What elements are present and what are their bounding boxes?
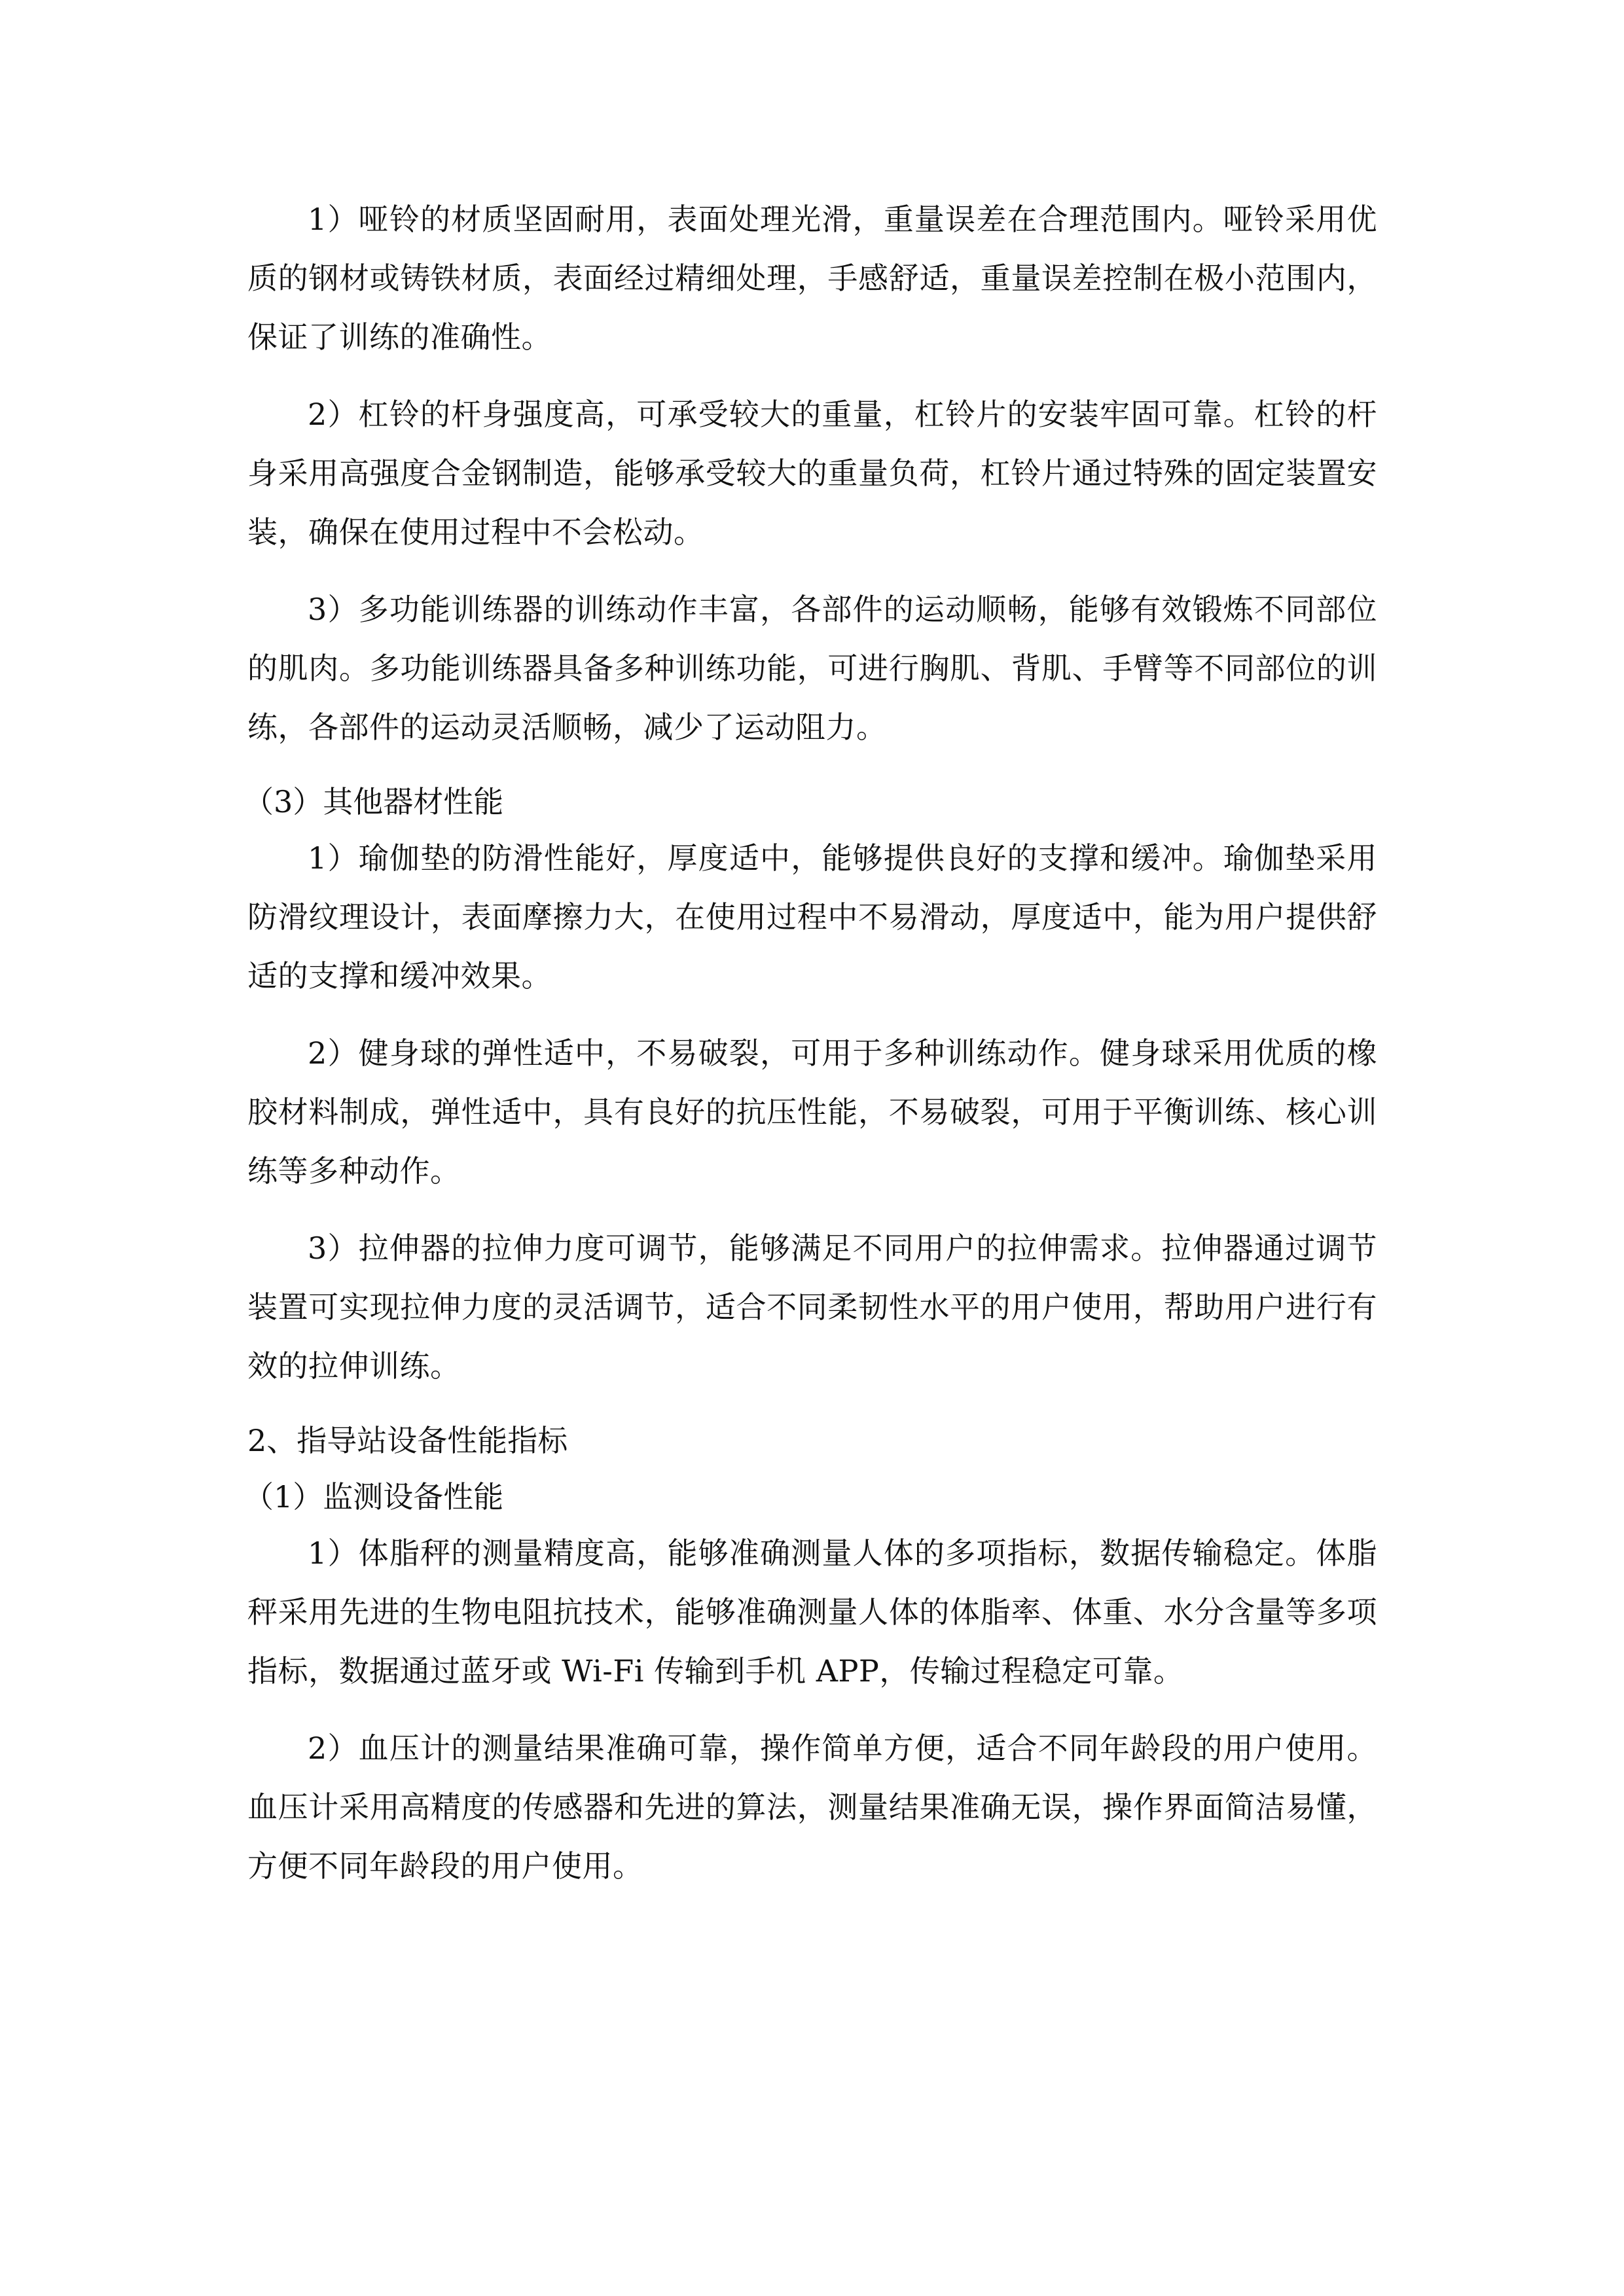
heading-section-2: 2、指导站设备性能指标 (247, 1423, 568, 1458)
paragraph-barbell: 2）杠铃的杆身强度高，可承受较大的重量，杠铃片的安装牢固可靠。杠铃的杆身采用高强度合金钢制造，能够承受较大的重量负荷，杠铃片通过特殊的固定装置安装，确保在使用过程中不会松动。 (247, 397, 1377, 550)
paragraph-blood-pressure: 2）血压计的测量结果准确可靠，操作简单方便，适合不同年龄段的用户使用。血压计采用高精度的传感器和先进的算法，测量结果准确无误，操作界面简洁易懂，方便不同年龄段的用户使用。 (247, 1731, 1377, 1884)
paragraph-yoga-mat: 1）瑜伽垫的防滑性能好，厚度适中，能够提供良好的支撑和缓冲。瑜伽垫采用防滑纹理设计，表面摩擦力大，在使用过程中不易滑动，厚度适中，能为用户提供舒适的支撑和缓冲效果。 (247, 840, 1377, 994)
heading-other-equipment: （3）其他器材性能 (244, 784, 504, 819)
paragraph-multi-trainer: 3）多功能训练器的训练动作丰富，各部件的运动顺畅，能够有效锻炼不同部位的肌肉。多功能训练器具备多种训练功能，可进行胸肌、背肌、手臂等不同部位的训练，各部件的运动灵活顺畅，减少了运动阻力。 (247, 592, 1377, 745)
page-content (244, 190, 1377, 1914)
paragraph-body-fat-scale: 1）体脂秤的测量精度高，能够准确测量人体的多项指标，数据传输稳定。体脂秤采用先进的生物电阻抗技术，能够准确测量人体的体脂率、体重、水分含量等多项指标，数据通过蓝牙或 Wi-Fi 传输到手机 APP，传输过程稳定可靠。 (247, 1535, 1377, 1689)
paragraph-stretcher: 3）拉伸器的拉伸力度可调节，能够满足不同用户的拉伸需求。拉伸器通过调节装置可实现拉伸力度的灵活调节，适合不同柔韧性水平的用户使用，帮助用户进行有效的拉伸训练。 (247, 1230, 1377, 1384)
heading-monitoring: （1）监测设备性能 (244, 1479, 504, 1515)
paragraph-dumbbell: 1）哑铃的材质坚固耐用，表面处理光滑，重量误差在合理范围内。哑铃采用优质的钢材或铸铁材质，表面经过精细处理，手感舒适，重量误差控制在极小范围内，保证了训练的准确性。 (247, 202, 1377, 355)
paragraph-fitness-ball: 2）健身球的弹性适中，不易破裂，可用于多种训练动作。健身球采用优质的橡胶材料制成，弹性适中，具有良好的抗压性能，不易破裂，可用于平衡训练、核心训练等多种动作。 (247, 1035, 1377, 1189)
